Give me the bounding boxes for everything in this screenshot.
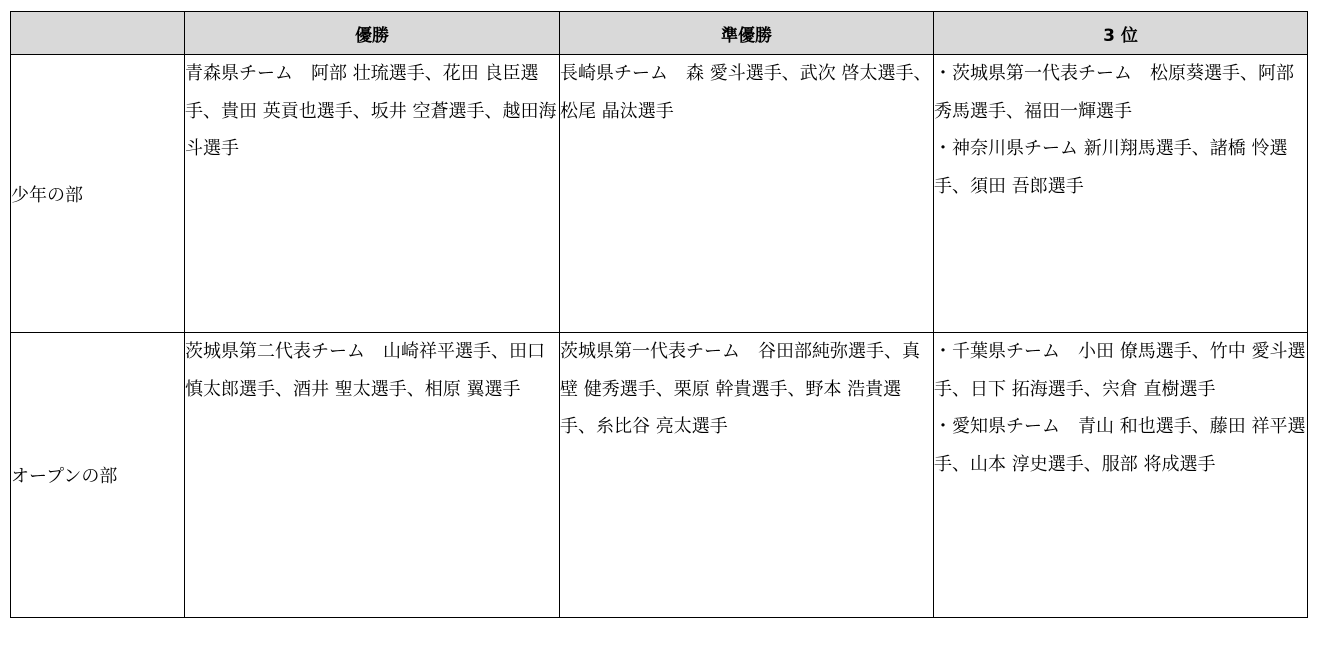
third-team-entry: ・神奈川県チーム 新川翔馬選手、諸橋 怜選手、須田 吾郎選手 bbox=[934, 138, 1288, 197]
table-row bbox=[11, 333, 1308, 618]
table-row bbox=[11, 55, 1308, 333]
category-cell: オープンの部 bbox=[11, 333, 185, 618]
third-cell bbox=[934, 55, 1308, 333]
header-row bbox=[11, 12, 1308, 55]
winner-cell: 茨城県第二代表チーム 山崎祥平選手、田口 慎太郎選手、酒井 聖太選手、相原 翼選手 bbox=[185, 333, 560, 618]
runner-up-cell: 長崎県チーム 森 愛斗選手、武次 啓太選手、松尾 晶汰選手 bbox=[560, 55, 934, 333]
third-team-entry: ・茨城県第一代表チーム 松原葵選手、阿部 秀馬選手、福田一輝選手 bbox=[934, 63, 1294, 122]
third-cell bbox=[934, 333, 1308, 618]
header-category bbox=[11, 12, 185, 55]
runner-up-cell: 茨城県第一代表チーム 谷田部純弥選手、真壁 健秀選手、栗原 幹貴選手、野本 浩貴選手、糸比谷 亮太選手 bbox=[560, 333, 934, 618]
header-runner-up: 準優勝 bbox=[560, 12, 934, 55]
results-table bbox=[10, 11, 1308, 618]
category-cell: 少年の部 bbox=[11, 55, 185, 333]
header-third: 3 位 bbox=[934, 12, 1308, 55]
third-team-entry: ・千葉県チーム 小田 僚馬選手、竹中 愛斗選手、日下 拓海選手、宍倉 直樹選手 bbox=[934, 341, 1306, 400]
header-winner: 優勝 bbox=[185, 12, 560, 55]
winner-cell: 青森県チーム 阿部 壮琉選手、花田 良臣選手、貴田 英貢也選手、坂井 空蒼選手、越田海斗選手 bbox=[185, 55, 560, 333]
third-team-entry: ・愛知県チーム 青山 和也選手、藤田 祥平選手、山本 淳史選手、服部 将成選手 bbox=[934, 416, 1306, 475]
